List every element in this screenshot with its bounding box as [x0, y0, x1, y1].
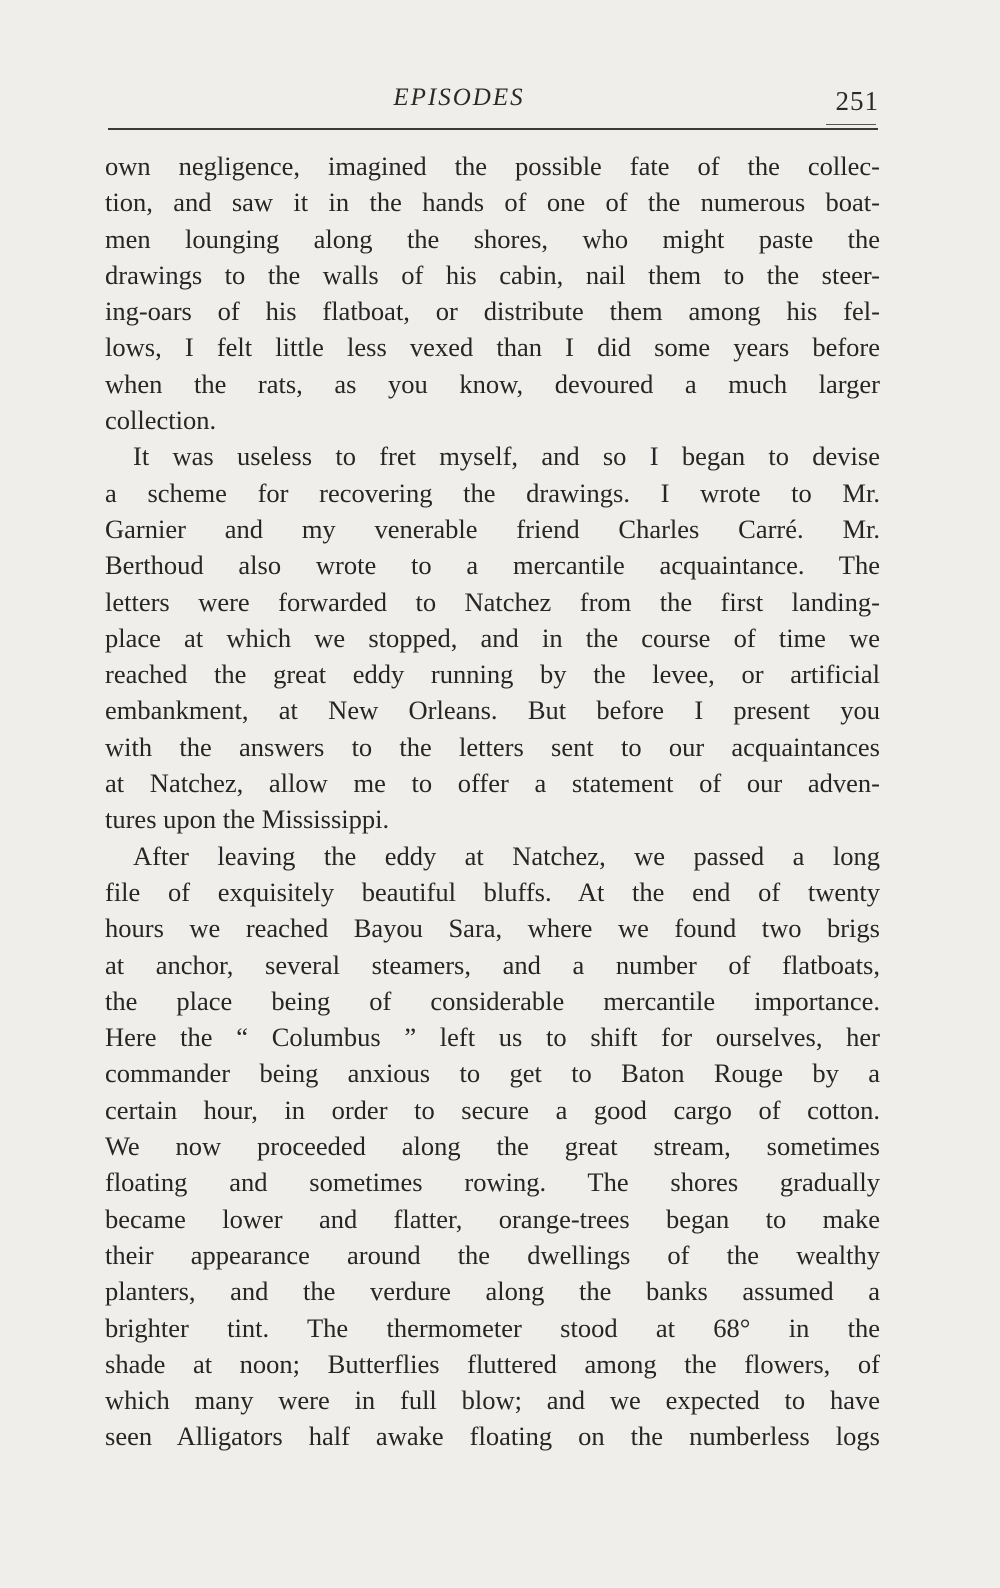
text-line: shade at noon; Butterflies fluttered among the flowers, of	[105, 1348, 880, 1379]
text-line: seen Alligators half awake floating on the numberless logs	[105, 1421, 880, 1452]
text-line: After leaving the eddy at Natchez, we passed a long	[133, 840, 880, 871]
text-line: became lower and flatter, orange-trees began to make	[105, 1203, 880, 1234]
text-line: men lounging along the shores, who might paste the	[105, 223, 880, 254]
text-line: at Natchez, allow me to offer a statement of our adven-	[105, 768, 880, 799]
header-rule	[108, 128, 878, 130]
page-number: 251	[835, 86, 879, 116]
text-line: We now proceeded along the great stream, sometimes	[105, 1131, 880, 1162]
text-line: floating and sometimes rowing. The shores gradually	[105, 1167, 880, 1198]
text-line: tures upon the Mississippi.	[105, 804, 390, 835]
text-line: collection.	[105, 405, 217, 436]
text-line: lows, I felt little less vexed than I did some years before	[105, 332, 880, 363]
header-rule-stub	[826, 124, 876, 125]
text-line: the place being of considerable mercantile importance.	[105, 985, 880, 1016]
text-line: planters, and the verdure along the banks assumed a	[105, 1276, 880, 1307]
text-line: place at which we stopped, and in the course of time we	[105, 622, 880, 653]
running-title: EPISODES	[393, 84, 525, 111]
text-line: Garnier and my venerable friend Charles Carré. Mr.	[105, 513, 880, 544]
body-text	[105, 148, 880, 1455]
text-line: Berthoud also wrote to a mercantile acquaintance. The	[105, 550, 880, 581]
text-line: letters were forwarded to Natchez from the first landing-	[105, 586, 880, 617]
text-line: when the rats, as you know, devoured a much larger	[105, 368, 880, 399]
text-line: a scheme for recovering the drawings. I wrote to Mr.	[105, 477, 880, 508]
page-header	[107, 82, 879, 122]
text-line: tion, and saw it in the hands of one of the numerous boat-	[105, 187, 880, 218]
text-line: hours we reached Bayou Sara, where we found two brigs	[105, 913, 880, 944]
text-line: brighter tint. The thermometer stood at 68° in the	[105, 1312, 880, 1343]
text-line: commander being anxious to get to Baton Rouge by a	[105, 1058, 880, 1089]
text-line: ing-oars of his flatboat, or distribute them among his fel-	[105, 296, 880, 327]
text-line: reached the great eddy running by the levee, or artificial	[105, 659, 880, 690]
text-line: their appearance around the dwellings of the wealthy	[105, 1239, 880, 1270]
text-line: drawings to the walls of his cabin, nail them to the steer-	[105, 259, 880, 290]
text-line: own negligence, imagined the possible fate of the collec-	[105, 151, 880, 181]
text-line: at anchor, several steamers, and a number of flatboats,	[105, 949, 880, 980]
text-line: Here the “ Columbus ” left us to shift for ourselves, her	[105, 1022, 880, 1053]
text-line: which many were in full blow; and we expected to have	[105, 1385, 880, 1416]
text-line: certain hour, in order to secure a good cargo of cotton.	[105, 1094, 880, 1125]
text-line: embankment, at New Orleans. But before I present you	[105, 695, 880, 726]
text-line: with the answers to the letters sent to our acquaintances	[105, 731, 880, 762]
text-line: file of exquisitely beautiful bluffs. At the end of twenty	[105, 876, 880, 907]
text-line: It was useless to fret myself, and so I began to devise	[133, 441, 880, 472]
